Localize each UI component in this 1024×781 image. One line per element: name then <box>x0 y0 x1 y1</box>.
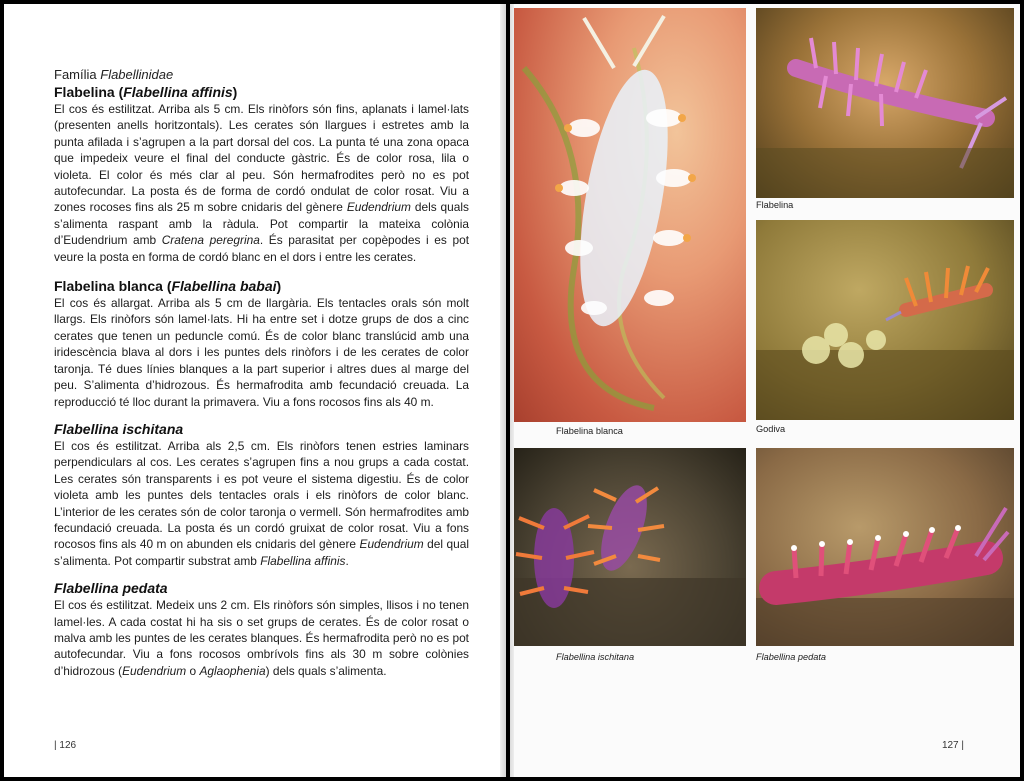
text-run: El cos és estilitzat. Medeix uns 2 cm. Els rinòfors són simples, llisos i no tenen lamel·les. A cada costat hi ha sis o set grups de cerates. És de color rosat o malva amb les puntes de les cerates blanques. És hermafrodita però no es pot autofecundar. Viu a fons rocosos ombrívols fins als 30 m sobre colònies d’hidrozous ( <box>54 598 469 678</box>
species-description-ischitana <box>54 438 469 569</box>
photo-godiva <box>756 220 1014 420</box>
title-close: ) <box>276 278 282 295</box>
nudibranch-illustration <box>756 8 1014 198</box>
italic-run: Eudendrium <box>346 200 411 215</box>
species-title-affinis <box>54 83 469 101</box>
page-number-right: 127 | <box>941 740 964 751</box>
title-common: Flabelina ( <box>54 84 124 100</box>
title-common: Flabelina blanca ( <box>54 278 172 295</box>
nudibranch-illustration <box>514 448 746 646</box>
species-title-pedata: Flabellina pedata <box>54 580 168 597</box>
text-run: o <box>186 663 200 678</box>
page-number-left: | 126 <box>54 740 77 751</box>
caption-flabellina-ischitana: Flabellina ischitana <box>556 652 635 662</box>
family-prefix: Família <box>54 67 97 82</box>
species-title-ischitana: Flabellina ischitana <box>54 420 184 437</box>
caption-flabelina: Flabelina <box>756 200 794 210</box>
text-run: El cos és estilitzat. Arriba als 2,5 cm. Els rinòfors tenen estries laminars perpendiculars al cos. Les cerates s’agrupen fins a nou grups a cada costat. Les cerates són transparents i es pot veure el sistema digestiu. És de color violeta amb les puntes dels tentacles orals i els rinòfors de color blanc. L’interior de les cerates són de color taronja o vermell. Són hermafrodites amb fecundació creuada. La posta és un cordó gruixat de color rosat. Viu a fons rocosos fins als 40 m on abunden els cnidaris del gènere <box>54 438 469 552</box>
nudibranch-illustration <box>756 220 1014 420</box>
text-run: El cos és allargat. Arriba als 5 cm de llargària. Els tentacles orals són molt llargs. Els rinòfors són lamel·lats. Hi ha entre set i dotze grups de dos a cinc cerates que tenen un peduncle comú. És de color blanc translúcid amb una iridescència blava al dors i les puntes dels rinòfors i de les cerates de color taronja. Té dues línies blanques a la part superior i altres dues al marge del peu. S’alimenta d’hidrozous. És hermafrodita amb fecundació creuada. La reproducció té lloc durant la primavera. Viu a fons rocosos fins als 40 m. <box>54 296 469 409</box>
photo-flabelina-blanca <box>514 8 746 422</box>
species-section-pedata <box>54 579 469 679</box>
caption-godiva: Godiva <box>756 424 786 434</box>
italic-run: Aglaophenia <box>199 663 266 678</box>
italic-run: Eudendrium <box>359 537 424 552</box>
nudibranch-illustration <box>514 8 746 422</box>
text-run: . És parasitat per copèpodes i es pot veure la posta en forma de cordó blanc en el dors i entre les cerates. <box>54 233 469 264</box>
text-run: . <box>345 553 349 568</box>
right-page <box>510 4 1020 777</box>
species-section-affinis <box>54 83 469 265</box>
left-page <box>4 4 506 777</box>
title-close: ) <box>232 84 238 100</box>
text-run: dels quals s’alimenta raspant amb la ràdula. Pot compartir la mateixa colònia d’Eudendrium amb <box>54 200 469 248</box>
family-name: Flabellinidae <box>100 67 174 82</box>
italic-run: Flabellina affinis <box>260 553 346 568</box>
species-description-babai <box>54 295 469 410</box>
text-column <box>54 67 469 689</box>
nudibranch-illustration <box>756 448 1014 646</box>
photo-flabellina-ischitana <box>514 448 746 646</box>
photo-flabellina-pedata <box>756 448 1014 646</box>
species-section-babai <box>54 277 469 410</box>
caption-flabelina-blanca: Flabelina blanca <box>556 426 623 436</box>
italic-run: Cratena peregrina <box>161 233 260 248</box>
species-title-babai <box>54 277 469 295</box>
title-latin: Flabellina affinis <box>123 84 233 100</box>
italic-run: Eudendrium <box>122 663 187 678</box>
text-run: El cos és estilitzat. Arriba als 5 cm. Els rinòfors són fins, aplanats i lamel·lats (presenten anells horitzontals). Les cerates són llargues i estretes amb la punta afilada i s’agrupen a la part dorsal del cos. La punta té una zona opaca que impedeix veure el final del conducte gàstric. És de color rosa, lila o violeta. El color és més clar al peu. Són hermafrodites però no es pot autofecundar. La posta és de forma de cordó ondulat de color rosat. Viu a zones rocoses fins als 25 m sobre cnidaris del gènere <box>54 102 469 215</box>
book-spine-shadow <box>500 4 514 777</box>
caption-flabellina-pedata: Flabellina pedata <box>756 652 826 662</box>
species-description-pedata <box>54 597 469 679</box>
family-heading <box>54 67 469 83</box>
text-run: del qual s’alimenta. Pot compartir substrat amb <box>54 537 469 568</box>
species-description-affinis <box>54 101 469 265</box>
text-run: ) dels quals s’alimenta. <box>265 663 387 678</box>
photo-flabelina <box>756 8 1014 198</box>
title-latin: Flabellina babai <box>171 278 277 295</box>
species-section-ischitana <box>54 420 469 569</box>
